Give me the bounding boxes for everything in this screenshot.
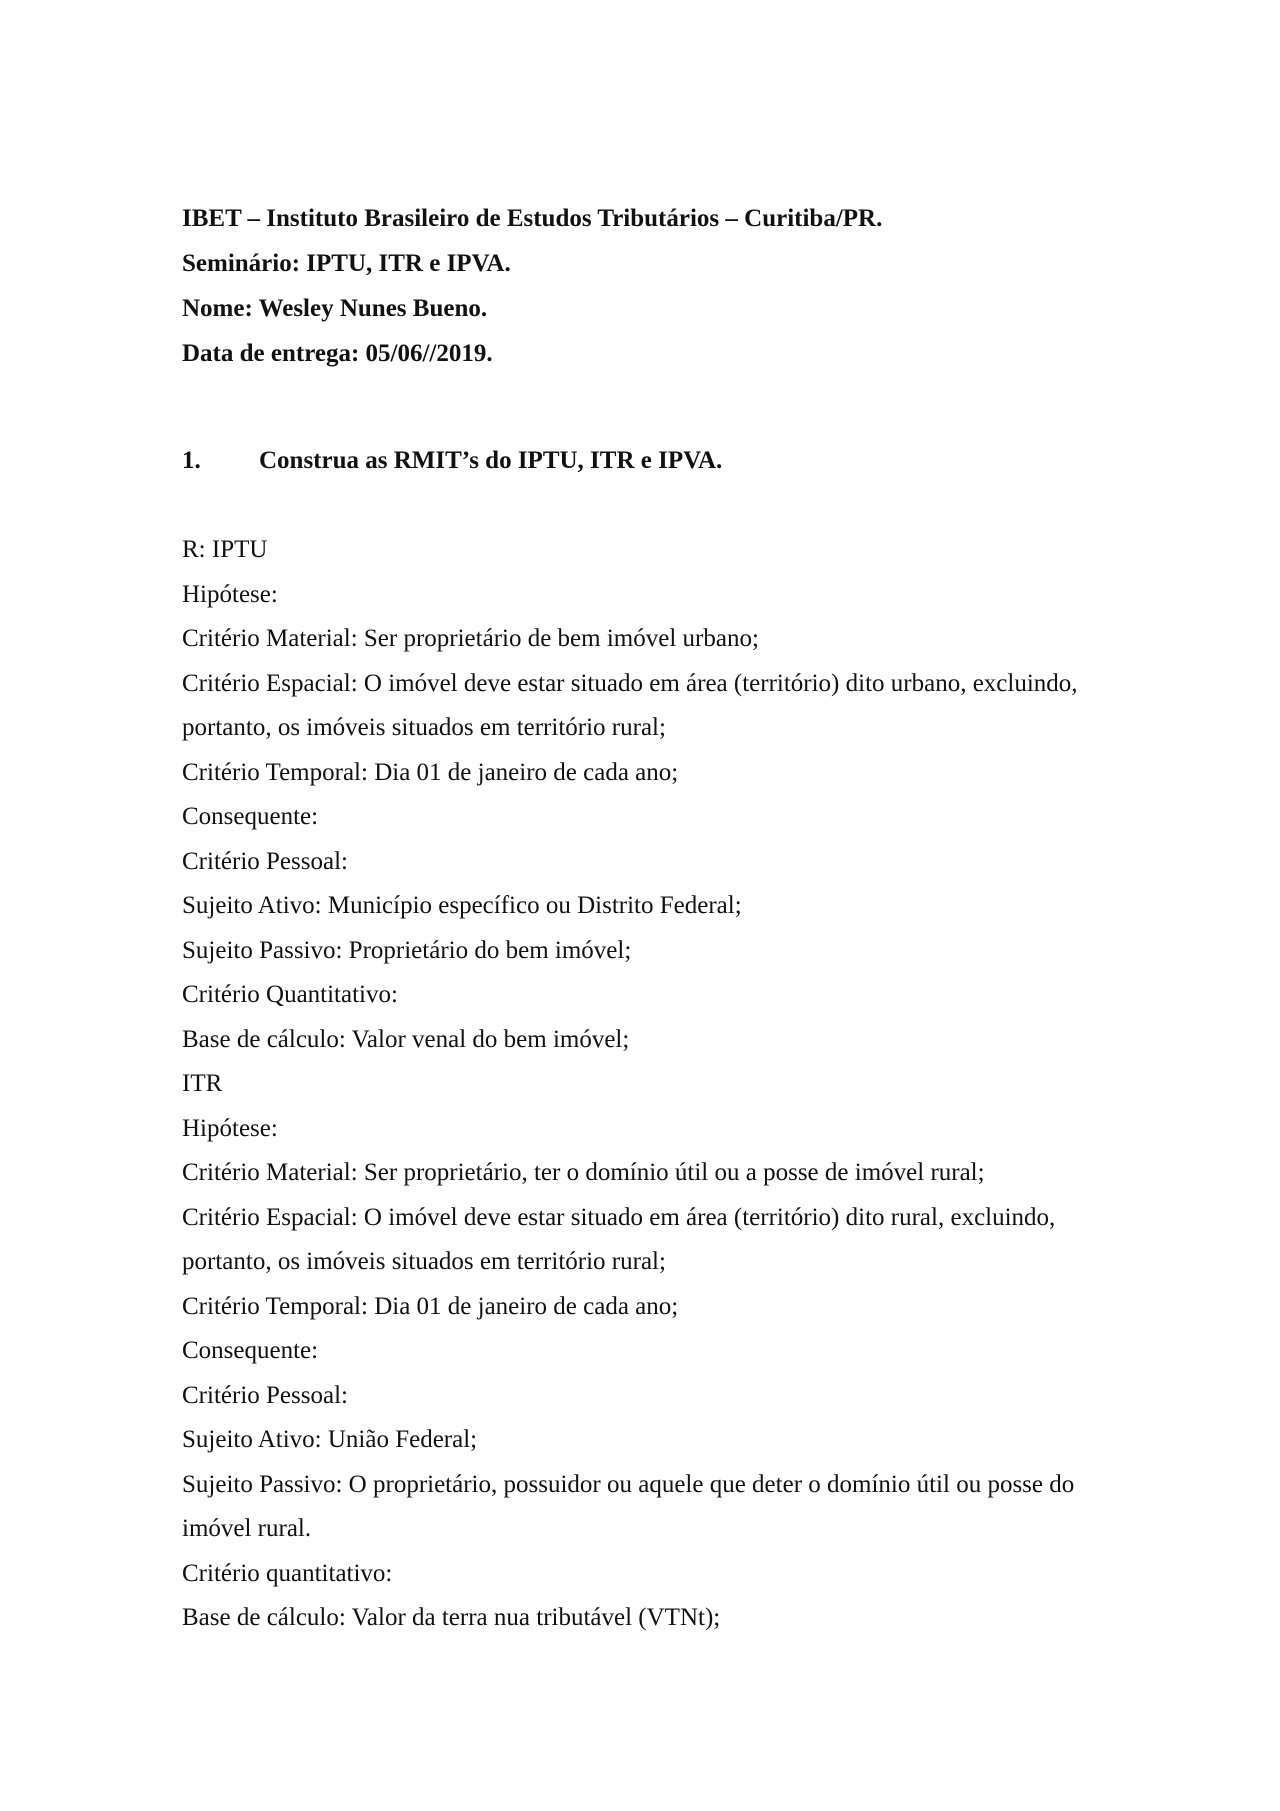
document-header	[182, 196, 1182, 376]
answer-line: Critério Espacial: O imóvel deve estar situado em área (território) dito rural, excluindo,	[182, 1203, 1056, 1231]
answer-line: Sujeito Ativo: Município específico ou Distrito Federal;	[182, 892, 742, 919]
answer-line: Critério Material: Ser proprietário de bem imóvel urbano;	[182, 625, 759, 652]
answer-line: Critério Pessoal:	[182, 1381, 348, 1409]
question-heading	[182, 438, 1182, 483]
answer-line: Sujeito Ativo: União Federal;	[182, 1426, 478, 1453]
answer-line: Critério quantitativo:	[182, 1559, 393, 1587]
answer-line: Critério Espacial: O imóvel deve estar situado em área (território) dito urbano, excluindo,	[182, 669, 1078, 697]
answer-line: imóvel rural.	[182, 1515, 312, 1542]
answer-line: Base de cálculo: Valor da terra nua tributável (VTNt);	[182, 1604, 721, 1631]
answer-line: portanto, os imóveis situados em território rural;	[182, 714, 666, 741]
answer-body	[182, 528, 1112, 1641]
answer-line: Critério Temporal: Dia 01 de janeiro de cada ano;	[182, 1292, 679, 1320]
due-date-line: Data de entrega: 05/06//2019.	[182, 340, 493, 367]
answer-line: R: IPTU	[182, 536, 268, 563]
answer-line: portanto, os imóveis situados em território rural;	[182, 1248, 666, 1275]
question-number: 1.	[182, 447, 201, 474]
seminar-line: Seminário: IPTU, ITR e IPVA.	[182, 250, 511, 277]
answer-line: Hipótese:	[182, 1114, 278, 1142]
answer-line: ITR	[182, 1070, 223, 1097]
answer-line: Base de cálculo: Valor venal do bem imóvel;	[182, 1025, 630, 1053]
answer-line: Sujeito Passivo: Proprietário do bem imóvel;	[182, 936, 632, 964]
answer-line: Consequente:	[182, 1337, 319, 1364]
answer-line: Consequente:	[182, 803, 319, 830]
answer-line: Sujeito Passivo: O proprietário, possuidor ou aquele que deter o domínio útil ou posse do	[182, 1470, 1075, 1498]
answer-line: Critério Material: Ser proprietário, ter o domínio útil ou a posse de imóvel rural;	[182, 1159, 985, 1186]
answer-line: Critério Temporal: Dia 01 de janeiro de cada ano;	[182, 758, 679, 786]
answer-line: Hipótese:	[182, 580, 278, 608]
answer-line: Critério Quantitativo:	[182, 981, 398, 1008]
institution-line: IBET – Instituto Brasileiro de Estudos Tributários – Curitiba/PR.	[182, 205, 883, 232]
author-name-line: Nome: Wesley Nunes Bueno.	[182, 295, 488, 322]
answer-line: Critério Pessoal:	[182, 847, 348, 875]
question-text: Construa as RMIT’s do IPTU, ITR e IPVA.	[259, 447, 723, 474]
